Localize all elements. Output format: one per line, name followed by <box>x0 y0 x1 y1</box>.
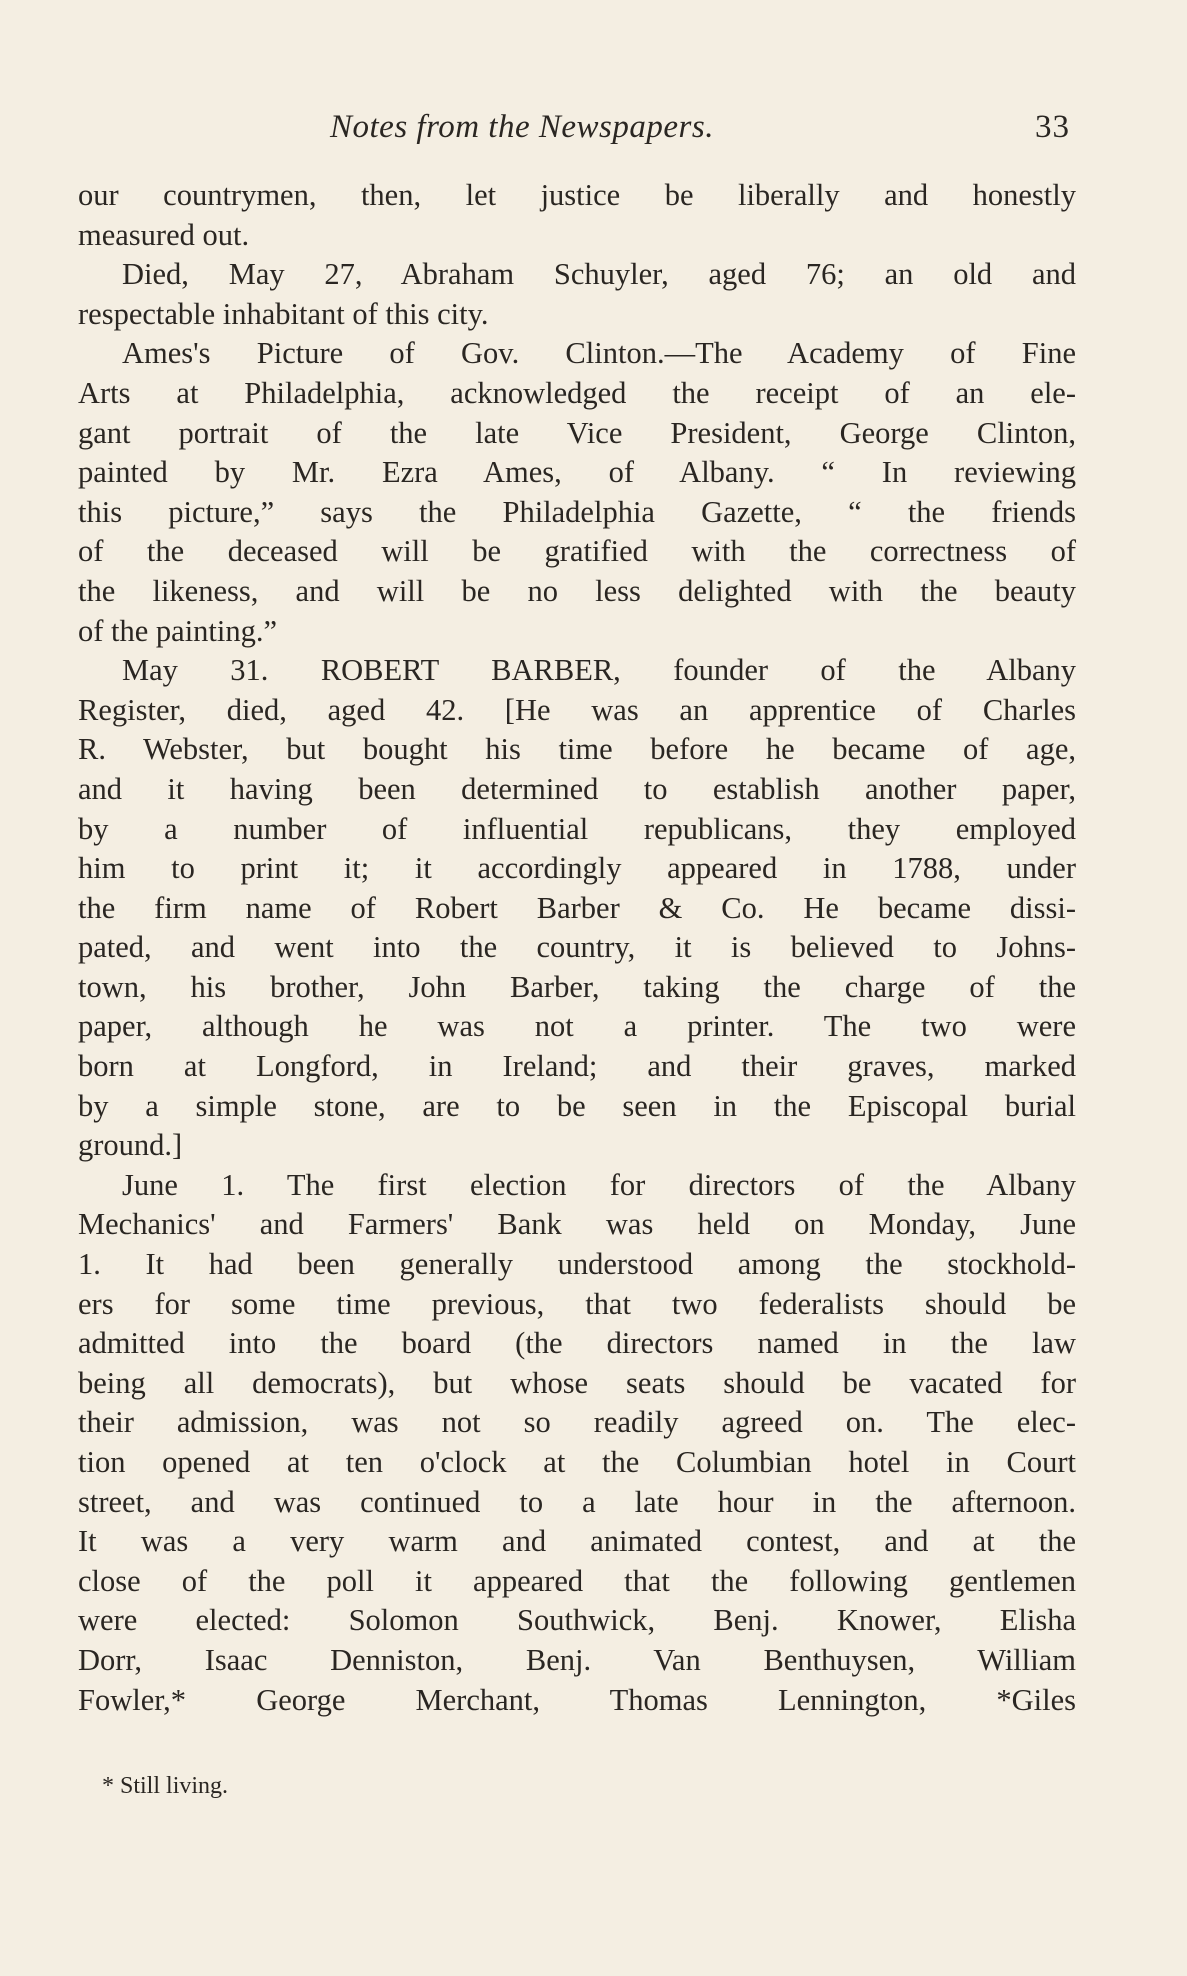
text-line: by a number of influential republicans, they employed <box>78 811 1076 846</box>
text-line: tion opened at ten o'clock at the Columbian hotel in Court <box>78 1445 1076 1479</box>
text-line: admitted into the board (the directors named in the law <box>78 1326 1076 1361</box>
text-line: born at Longford, in Ireland; and their graves, marked <box>78 1049 1076 1084</box>
text-line: of the deceased will be gratified with the correctness of <box>78 534 1076 569</box>
body-text <box>78 176 1076 1720</box>
text-line: town, his brother, John Barber, taking the charge of the <box>78 969 1076 1004</box>
text-line: the likeness, and will be no less delighted with the beauty <box>78 573 1076 608</box>
text-line: gant portrait of the late Vice President, George Clinton, <box>78 415 1076 450</box>
text-line: were elected: Solomon Southwick, Benj. Knower, Elisha <box>78 1603 1076 1638</box>
text-line: our countrymen, then, let justice be liberally and honestly <box>78 178 1076 212</box>
text-line: May 31. ROBERT BARBER, founder of the Albany <box>122 653 1076 688</box>
running-head-title: Notes from the Newspapers. <box>330 109 714 145</box>
text-line: pated, and went into the country, it is believed to Johns- <box>78 930 1076 965</box>
text-line: June 1. The first election for directors of the Albany <box>122 1167 1076 1202</box>
text-line: Fowler,* George Merchant, Thomas Lennington, *Giles <box>78 1682 1076 1717</box>
text-line: the firm name of Robert Barber & Co. He became dissi- <box>78 890 1076 925</box>
text-line: by a simple stone, are to be seen in the Episcopal burial <box>78 1088 1076 1123</box>
page-number: 33 <box>1035 109 1070 145</box>
text-line: Mechanics' and Farmers' Bank was held on Monday, June <box>78 1207 1076 1242</box>
text-line: ground.] <box>78 1128 183 1163</box>
text-line: their admission, was not so readily agreed on. The elec- <box>78 1405 1076 1440</box>
text-line: of the painting.” <box>78 613 278 648</box>
text-line: Ames's Picture of Gov. Clinton.—The Academy of Fine <box>122 336 1076 371</box>
text-line: 1. It had been generally understood among the stockhold- <box>78 1247 1076 1282</box>
text-line: ers for some time previous, that two federalists should be <box>78 1286 1076 1321</box>
text-line: Arts at Philadelphia, acknowledged the receipt of an ele- <box>78 375 1076 410</box>
text-line: street, and was continued to a late hour in the afternoon. <box>78 1484 1076 1519</box>
text-line: painted by Mr. Ezra Ames, of Albany. “ In reviewing <box>78 455 1076 490</box>
text-line: him to print it; it accordingly appeared in 1788, under <box>78 851 1076 886</box>
text-line: respectable inhabitant of this city. <box>78 296 489 331</box>
text-line: close of the poll it appeared that the following gentlemen <box>78 1563 1076 1598</box>
text-line: It was a very warm and animated contest, and at the <box>78 1524 1076 1559</box>
text-line: Died, May 27, Abraham Schuyler, aged 76; an old and <box>122 257 1076 292</box>
text-line: Dorr, Isaac Denniston, Benj. Van Benthuysen, William <box>78 1642 1076 1677</box>
text-line: paper, although he was not a printer. The two were <box>78 1009 1076 1044</box>
running-head <box>330 104 1070 150</box>
text-line: being all democrats), but whose seats should be vacated for <box>78 1365 1076 1400</box>
text-line: and it having been determined to establish another paper, <box>78 771 1076 806</box>
text-line: Register, died, aged 42. [He was an apprentice of Charles <box>78 692 1076 727</box>
text-line: R. Webster, but bought his time before he became of age, <box>78 732 1076 767</box>
footnote: * Still living. <box>102 1773 229 1799</box>
text-line: measured out. <box>78 217 250 252</box>
text-line: this picture,” says the Philadelphia Gazette, “ the friends <box>78 494 1076 529</box>
